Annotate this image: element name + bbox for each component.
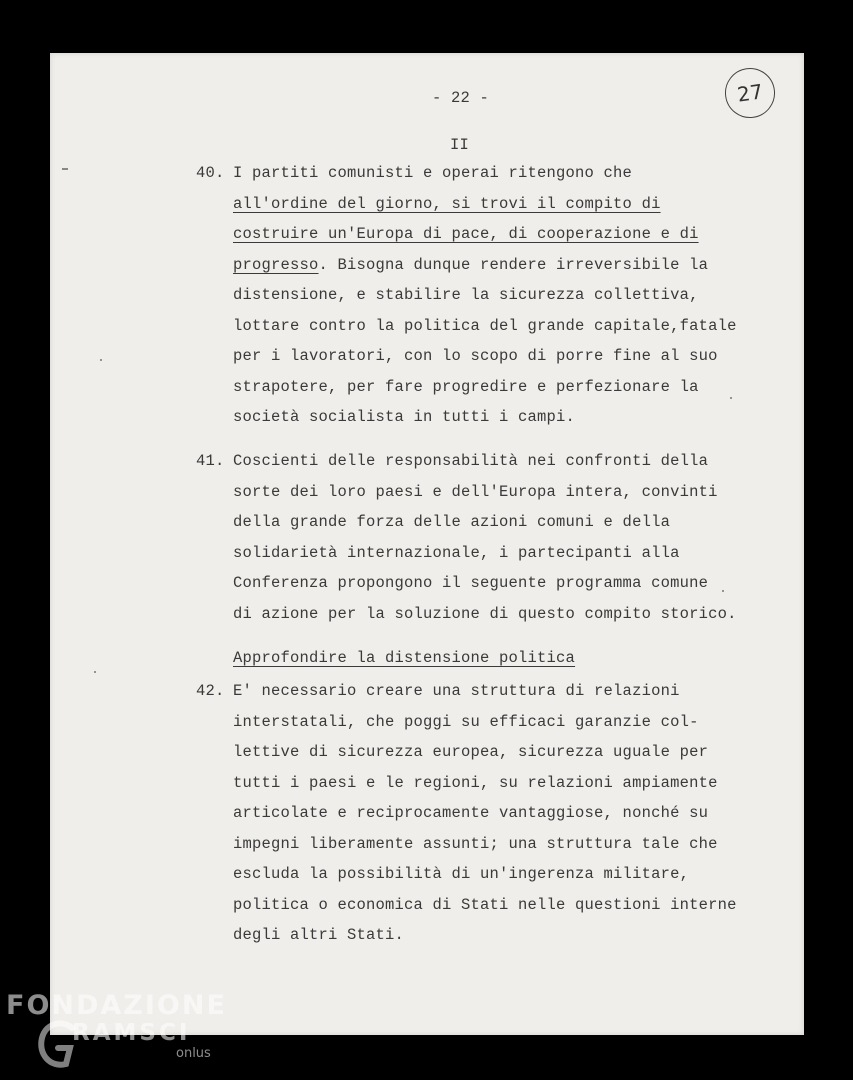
paragraph-number-40: 40.: [196, 164, 225, 182]
text-line: [233, 250, 737, 281]
text-line: interstatali, che poggi su efficaci garanzie col-: [233, 712, 699, 731]
text-line: strapotere, per fare progredire e perfezionare la: [233, 377, 699, 396]
paper-speck: [94, 671, 96, 673]
watermark-sub: onlus: [176, 1046, 211, 1061]
text-line-continuation: . Bisogna dunque rendere irreversibile la: [318, 255, 709, 274]
section-heading: II: [450, 136, 470, 154]
text-line: solidarietà internazionale, i partecipanti alla: [233, 543, 680, 562]
paragraph-40-text: [233, 158, 737, 433]
text-line: tutti i paesi e le regioni, su relazioni ampiamente: [233, 773, 718, 792]
text-line: impegni liberamente assunti; una struttura tale che: [233, 834, 718, 853]
document-page: [50, 53, 804, 1035]
paragraph-42-text: [233, 676, 737, 951]
text-line: distensione, e stabilire la sicurezza collettiva,: [233, 286, 699, 304]
text-line: articolate e reciprocamente vantaggiose, nonché su: [233, 804, 709, 822]
paper-speck: [722, 590, 724, 592]
text-line-underlined: all'ordine del giorno, si trovi il compito di: [233, 194, 661, 213]
underlined-word: progresso: [233, 255, 319, 274]
text-line: sorte dei loro paesi e dell'Europa intera, convinti: [233, 482, 718, 501]
text-line-underlined: costruire un'Europa di pace, di cooperazione e di: [233, 225, 699, 243]
paragraph-41-text: [233, 446, 737, 629]
text-line: Conferenza propongono il seguente programma comune: [233, 574, 709, 592]
text-line: lottare contro la politica del grande capitale,fatale: [233, 316, 737, 335]
text-line: per i lavoratori, con lo scopo di porre fine al suo: [233, 347, 718, 365]
text-line: politica o economica di Stati nelle questioni interne: [233, 895, 737, 914]
paragraph-number-42: 42.: [196, 682, 225, 700]
text-line: I partiti comunisti e operai ritengono che: [233, 164, 633, 182]
text-line: lettive di sicurezza europea, sicurezza uguale per: [233, 743, 709, 761]
paragraph-number-41: 41.: [196, 452, 225, 470]
watermark-line1: FONDAZIONE: [6, 990, 227, 1021]
watermark-line2: RAMSCI: [72, 1020, 191, 1046]
text-line: degli altri Stati.: [233, 926, 405, 944]
paper-speck: [100, 359, 102, 361]
subsection-heading: Approfondire la distensione politica: [233, 649, 576, 667]
text-line: della grande forza delle azioni comuni e della: [233, 513, 671, 531]
paper-speck: [730, 397, 732, 399]
page-number: - 22 -: [432, 89, 490, 107]
text-line: Coscienti delle responsabilità nei confronti della: [233, 452, 709, 470]
text-line: E' necessario creare una struttura di relazioni: [233, 682, 680, 700]
text-line: società socialista in tutti i campi.: [233, 408, 576, 426]
fondazione-gramsci-watermark: [6, 990, 246, 1080]
archive-page-mark: 27: [722, 65, 778, 121]
text-line: escluda la possibilità di un'ingerenza militare,: [233, 865, 690, 883]
paper-mark: [62, 168, 68, 170]
text-line: di azione per la soluzione di questo compito storico.: [233, 604, 737, 623]
